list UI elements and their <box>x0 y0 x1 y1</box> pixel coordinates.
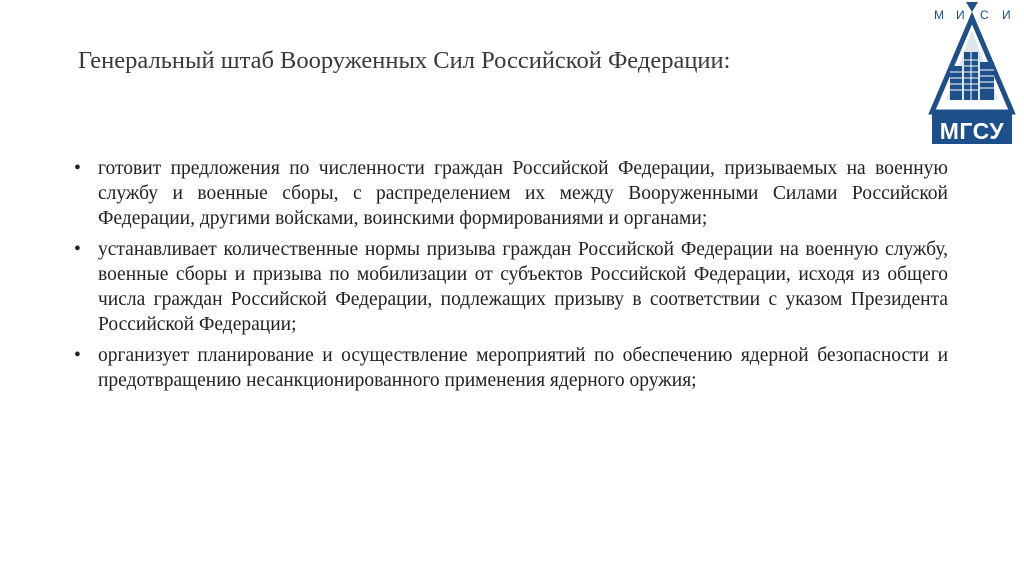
logo-text: МГСУ <box>939 118 1005 144</box>
bullet-marker: • <box>74 345 81 366</box>
logo-letter-4: И <box>1002 8 1013 22</box>
bullet-marker: • <box>74 239 81 260</box>
bullet-list <box>72 156 948 399</box>
university-logo <box>928 0 1016 146</box>
bullet-marker: • <box>74 158 81 179</box>
logo-letter-1: М <box>934 8 946 22</box>
logo-letter-2: И <box>956 8 967 22</box>
list-item <box>72 343 948 393</box>
bullet-text: устанавливает количественные нормы призыва граждан Российской Федерации на военную службу, военные сборы и призыва по мобилизации от субъектов Российской Федерации, исходя из общего числа граждан Российской Федерации, подлежащих призыву в соответствии с указом Президента Российской Федерации; <box>98 239 948 335</box>
list-item <box>72 237 948 337</box>
logo-letter-3: С <box>980 8 991 22</box>
bullet-text: готовит предложения по численности граждан Российской Федерации, призываемых на военную службу и военные сборы, с распределением их между Вооруженными Силами Российской Федерации, другими войсками, воинскими формированиями и органами; <box>98 158 948 229</box>
slide-title: Генеральный штаб Вооруженных Сил Российской Федерации: <box>78 47 731 74</box>
bullet-text: организует планирование и осуществление мероприятий по обеспечению ядерной безопасности и предотвращению несанкционированного применения ядерного оружия; <box>98 345 948 391</box>
list-item <box>72 156 948 231</box>
